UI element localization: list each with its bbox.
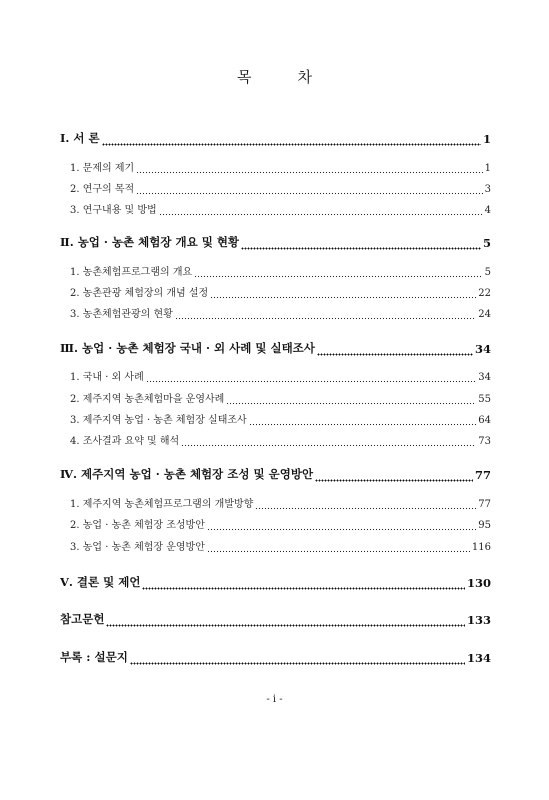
leader-dots (142, 578, 465, 590)
toc-section-label: 1. 문제의 제기 (70, 163, 135, 174)
toc-page-number: 4 (484, 205, 491, 216)
toc-section[interactable] (60, 389, 491, 405)
toc-page-number: 77 (474, 468, 491, 482)
toc-section-label: 2. 제주지역 농촌체험마을 운영사례 (70, 394, 225, 405)
toc-section-label: 2. 연구의 목적 (70, 184, 135, 195)
toc-page-number: 134 (466, 651, 491, 665)
toc-page-number: 5 (484, 267, 491, 278)
toc-section[interactable] (60, 283, 491, 299)
leader-dots (317, 344, 473, 356)
leader-dots (159, 204, 483, 216)
toc-section[interactable] (60, 537, 491, 553)
toc-section[interactable] (60, 158, 491, 174)
toc-section-label: 2. 농촌관광 체험장의 개념 설정 (70, 288, 209, 299)
toc-section[interactable] (60, 494, 491, 510)
leader-dots (207, 541, 470, 553)
leader-dots (210, 287, 476, 299)
toc-page-number: 34 (474, 342, 491, 356)
title-left: 목 (237, 68, 252, 86)
leader-dots (241, 238, 481, 250)
toc-chapter-label: Ⅰ. 서 론 (60, 131, 100, 145)
toc-chapter-label: 부록 : 설문지 (60, 650, 128, 664)
toc-page-number: 22 (478, 288, 491, 299)
leader-dots (130, 653, 465, 665)
toc-section-label: 4. 조사결과 요약 및 해석 (70, 436, 180, 447)
toc-page-number: 77 (478, 499, 491, 510)
toc-section[interactable] (60, 179, 491, 195)
toc-section[interactable] (60, 431, 491, 447)
toc-page-number: 24 (478, 309, 491, 320)
toc-page-number: 1 (482, 132, 491, 146)
toc-section[interactable] (60, 367, 491, 383)
toc-section[interactable] (60, 515, 491, 531)
toc-chapter[interactable] (60, 130, 491, 146)
toc-section[interactable] (60, 410, 491, 426)
leader-dots (136, 162, 482, 174)
toc-chapter-label: Ⅲ. 농업 · 농촌 체험장 국내 · 외 사례 및 실태조사 (60, 341, 315, 355)
leader-dots (146, 371, 477, 383)
toc-chapter[interactable] (60, 649, 491, 665)
leader-dots (249, 414, 477, 426)
toc-page-number: 64 (478, 415, 491, 426)
toc-section-label: 1. 제주지역 농촌체험프로그램의 개발방향 (70, 499, 254, 510)
toc-chapter-label: Ⅳ. 제주지역 농업 · 농촌 체험장 조성 및 운영방안 (60, 467, 314, 481)
toc-section-label: 3. 연구내용 및 방법 (70, 205, 157, 216)
toc-chapter-label: Ⅴ. 결론 및 제언 (60, 575, 141, 589)
toc-page-number: 130 (466, 576, 491, 590)
toc-section-label: 3. 농업 · 농촌 체험장 운영방안 (70, 542, 205, 553)
leader-dots (106, 615, 465, 627)
toc-section-label: 2. 농업 · 농촌 체험장 조성방안 (70, 520, 205, 531)
title-right: 차 (297, 68, 312, 86)
toc-page-number: 73 (478, 436, 491, 447)
toc-page-number: 95 (478, 520, 491, 531)
leader-dots (102, 134, 481, 146)
page-footer-number: - i - (266, 694, 283, 705)
toc-chapter-label: Ⅱ. 농업 · 농촌 체험장 개요 및 현황 (60, 235, 240, 249)
leader-dots (255, 498, 476, 510)
toc-page-number: 3 (484, 184, 491, 195)
toc-section[interactable] (60, 262, 491, 278)
toc-chapter[interactable] (60, 574, 491, 590)
leader-dots (181, 435, 476, 447)
toc-page-number: 133 (466, 613, 491, 627)
toc-section[interactable] (60, 200, 491, 216)
toc-page-number: 116 (471, 542, 491, 553)
toc-section[interactable] (60, 304, 491, 320)
toc-section-label: 3. 농촌체험관광의 현황 (70, 309, 173, 320)
page-title (0, 66, 549, 87)
toc-page-number: 55 (478, 394, 491, 405)
toc-page-number: 1 (484, 163, 491, 174)
toc-section-label: 3. 제주지역 농업 · 농촌 체험장 실태조사 (70, 415, 247, 426)
toc-chapter[interactable] (60, 234, 491, 250)
leader-dots (207, 519, 476, 531)
toc-chapter[interactable] (60, 466, 491, 482)
toc-chapter[interactable] (60, 611, 491, 627)
leader-dots (315, 470, 473, 482)
leader-dots (136, 183, 482, 195)
toc-chapter-label: 참고문헌 (60, 612, 105, 626)
toc-page-number: 5 (482, 236, 491, 250)
leader-dots (194, 266, 482, 278)
toc-page-number: 34 (478, 372, 491, 383)
leader-dots (175, 308, 476, 320)
toc-chapter[interactable] (60, 340, 491, 356)
leader-dots (226, 393, 476, 405)
toc-section-label: 1. 국내 · 외 사례 (70, 372, 144, 383)
toc-section-label: 1. 농촌체험프로그램의 개요 (70, 267, 193, 278)
